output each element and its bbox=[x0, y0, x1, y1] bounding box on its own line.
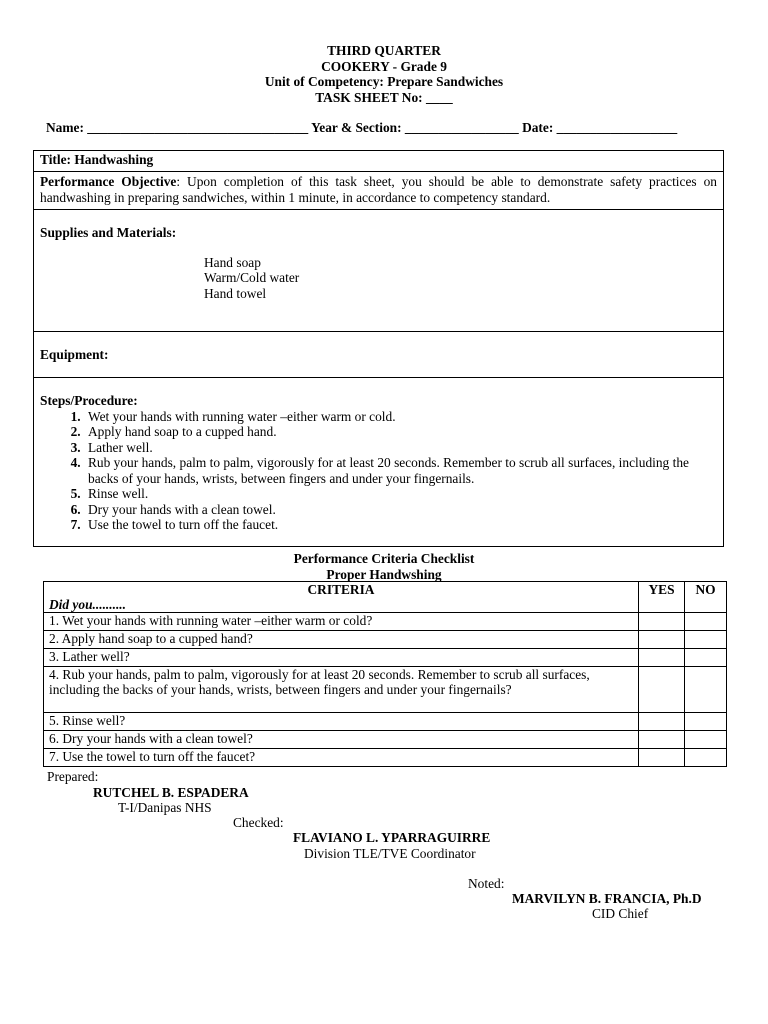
criteria-cell: 6. Dry your hands with a clean towel? bbox=[44, 731, 639, 749]
criteria-cell: 4. Rub your hands, palm to palm, vigorously for at least 20 seconds. Remember to scrub all surfaces, including the backs of your hands, wrists, between fingers and under your fingernails? bbox=[44, 667, 639, 713]
checklist-title: Performance Criteria Checklist bbox=[293, 551, 475, 566]
unit-heading: Unit of Competency: Prepare Sandwiches bbox=[264, 74, 504, 89]
no-checkbox-cell[interactable] bbox=[685, 649, 727, 667]
equipment-row bbox=[34, 332, 724, 378]
steps-label: Steps/Procedure: bbox=[40, 393, 138, 408]
noted-label: Noted: bbox=[468, 876, 505, 891]
checklist-heading bbox=[0, 551, 768, 582]
no-checkbox-cell[interactable] bbox=[685, 731, 727, 749]
yes-checkbox-cell[interactable] bbox=[639, 749, 685, 767]
step-item: 4. Rub your hands, palm to palm, vigorously for at least 20 seconds. Remember to scrub all surfaces, including the backs of your hands, wrists, between fingers and under your fingernails. bbox=[84, 455, 717, 486]
objective-label: Performance Objective bbox=[40, 174, 177, 189]
yes-checkbox-cell[interactable] bbox=[639, 713, 685, 731]
no-checkbox-cell[interactable] bbox=[685, 613, 727, 631]
yes-column-header: YES bbox=[639, 582, 685, 613]
prepared-by-title: T-I/Danipas NHS bbox=[118, 800, 212, 815]
table-row bbox=[44, 649, 727, 667]
supply-item: Warm/Cold water bbox=[204, 270, 300, 285]
title-row bbox=[34, 151, 724, 172]
checklist-header-row bbox=[44, 582, 727, 613]
checked-label: Checked: bbox=[233, 815, 284, 830]
steps-list bbox=[40, 409, 717, 533]
prepared-by-name: RUTCHEL B. ESPADERA bbox=[93, 785, 249, 800]
step-item: 5. Rinse well. bbox=[84, 486, 717, 502]
task-sheet-number: TASK SHEET No: ____ bbox=[315, 89, 453, 105]
subject-heading: COOKERY - Grade 9 bbox=[321, 58, 447, 74]
supply-item: Hand towel bbox=[204, 285, 267, 301]
prepared-label: Prepared: bbox=[47, 769, 99, 784]
step-item: 2. Apply hand soap to a cupped hand. bbox=[84, 424, 717, 440]
performance-objective bbox=[34, 172, 724, 210]
no-column-header: NO bbox=[685, 582, 727, 613]
step-item: 1. Wet your hands with running water –either warm or cold. bbox=[84, 409, 717, 425]
criteria-cell: 3. Lather well? bbox=[44, 649, 639, 667]
checklist-subtitle: Proper Handwshing bbox=[326, 566, 442, 582]
no-checkbox-cell[interactable] bbox=[685, 749, 727, 767]
table-row bbox=[44, 667, 727, 713]
supply-item: Hand soap bbox=[204, 254, 261, 270]
yes-checkbox-cell[interactable] bbox=[639, 667, 685, 713]
no-checkbox-cell[interactable] bbox=[685, 631, 727, 649]
no-checkbox-cell[interactable] bbox=[685, 713, 727, 731]
criteria-checklist-table bbox=[43, 581, 727, 767]
criteria-header-cell bbox=[44, 582, 639, 613]
step-item: 6. Dry your hands with a clean towel. bbox=[84, 502, 717, 518]
task-title: Title: Handwashing bbox=[34, 151, 724, 172]
noted-by-name: MARVILYN B. FRANCIA, Ph.D bbox=[512, 891, 702, 906]
task-sheet-table bbox=[33, 150, 724, 547]
supplies-list bbox=[204, 255, 717, 302]
criteria-cell: 1. Wet your hands with running water –either warm or cold? bbox=[44, 613, 639, 631]
steps-row bbox=[34, 378, 724, 547]
criteria-cell: 7. Use the towel to turn off the faucet? bbox=[44, 749, 639, 767]
did-you-prompt: Did you.......... bbox=[49, 597, 126, 612]
name-section-date-line: Name: _________________________________ Year & Section: _________________ Date: __________________ bbox=[46, 120, 678, 135]
criteria-column-header: CRITERIA bbox=[307, 582, 375, 597]
yes-checkbox-cell[interactable] bbox=[639, 731, 685, 749]
no-checkbox-cell[interactable] bbox=[685, 667, 727, 713]
equipment-label: Equipment: bbox=[34, 332, 724, 378]
objective-text: : Upon completion of this task sheet, you should be able to demonstrate safety practices on handwashing in preparing sandwiches, within 1 minute, in accordance to competency standard. bbox=[40, 174, 717, 205]
table-row bbox=[44, 731, 727, 749]
step-item: 7. Use the towel to turn off the faucet. bbox=[84, 517, 717, 533]
criteria-cell: 2. Apply hand soap to a cupped hand? bbox=[44, 631, 639, 649]
table-row bbox=[44, 631, 727, 649]
yes-checkbox-cell[interactable] bbox=[639, 631, 685, 649]
table-row bbox=[44, 613, 727, 631]
document-header bbox=[0, 43, 768, 105]
quarter-heading: THIRD QUARTER bbox=[327, 43, 441, 58]
checked-by-name: FLAVIANO L. YPARRAGUIRRE bbox=[293, 830, 491, 845]
steps-cell bbox=[34, 378, 724, 547]
table-row bbox=[44, 713, 727, 731]
noted-by-title: CID Chief bbox=[592, 906, 649, 921]
supplies-row bbox=[34, 210, 724, 332]
step-item: 3. Lather well. bbox=[84, 440, 717, 456]
supplies-cell bbox=[34, 210, 724, 332]
yes-checkbox-cell[interactable] bbox=[639, 649, 685, 667]
yes-checkbox-cell[interactable] bbox=[639, 613, 685, 631]
objective-row bbox=[34, 172, 724, 210]
checked-by-title: Division TLE/TVE Coordinator bbox=[304, 846, 476, 861]
criteria-cell: 5. Rinse well? bbox=[44, 713, 639, 731]
table-row bbox=[44, 749, 727, 767]
supplies-label: Supplies and Materials: bbox=[40, 225, 177, 240]
